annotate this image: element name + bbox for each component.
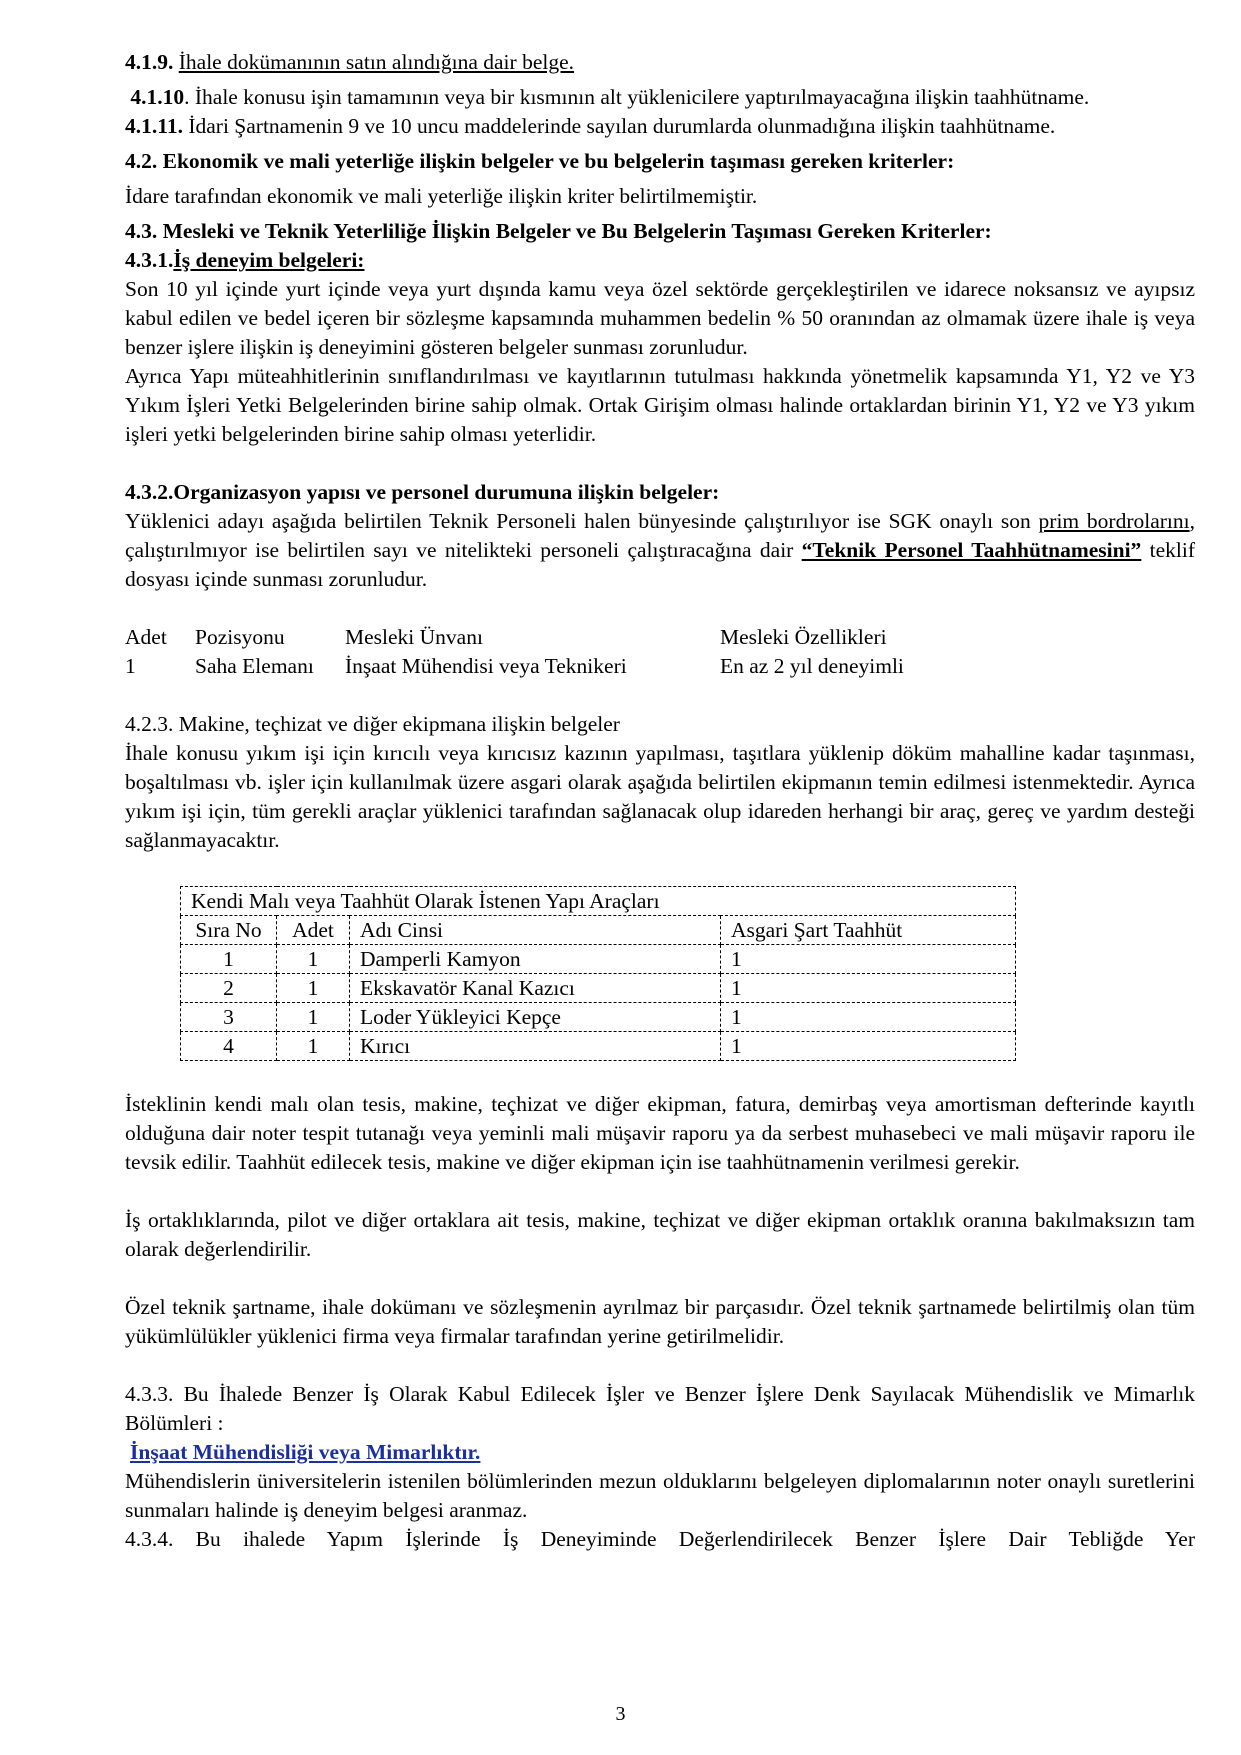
cell: En az 2 yıl deneyimli xyxy=(720,654,904,678)
document-page xyxy=(125,48,1195,1554)
section-4-2-3-heading: 4.2.3. Makine, teçhizat ve diğer ekipmana ilişkin belgeler xyxy=(125,712,620,736)
item-4-1-11 xyxy=(125,112,1195,141)
header-cell: Adet xyxy=(277,916,350,945)
header-cell: Adet xyxy=(125,625,167,649)
item-number: 4.1.10 xyxy=(130,85,185,109)
cell: 1 xyxy=(181,945,277,974)
section-4-3-3-text: 4.3.3. Bu İhalede Benzer İş Olarak Kabul Edilecek İşler ve Benzer İşlere Denk Sayılacak Mühendislik ve Mimarlık Bölümleri : xyxy=(125,1382,1195,1435)
item-text: . İhale konusu işin tamamının veya bir kısmının alt yüklenicilere yaptırılmayacağına ilişkin taahhütname. xyxy=(184,85,1090,109)
item-number: 4.1.9. xyxy=(125,50,174,74)
equipment-header-row xyxy=(181,916,1016,945)
section-4-2-3-text: İhale konusu yıkım işi için kırıcılı veya kırıcısız kazının yapılması, taşıtlara yüklenip döküm mahalline kadar taşınması, boşaltılması vb. işler için kullanılmak üzere asgari olarak aşağıda belirtilen ekipmanın temin edilmesi istenmektedir. Ayrıca yıkım işi için, tüm gerekli araçlar yüklenici tarafından sağlanacak olup idareden herhangi bir araç, gereç ve yardım desteği sağlanmayacaktır. xyxy=(125,741,1195,852)
cell: Ekskavatör Kanal Kazıcı xyxy=(350,974,721,1003)
header-cell: Mesleki Ünvanı xyxy=(345,625,483,649)
cell: 1 xyxy=(277,1003,350,1032)
section-4-3-4-text: 4.3.4. Bu ihalede Yapım İşlerinde İş Deneyiminde Değerlendirilecek Benzer İşlere Dair Tebliğde Yer xyxy=(125,1527,1195,1551)
section-4-3-1-paragraph-2: Ayrıca Yapı müteahhitlerinin sınıflandırılması ve kayıtlarının tutulması hakkında yönetmelik kapsamında Y1, Y2 ve Y3 Yıkım İşleri Yetki Belgelerinden birine sahip olmak. Ortak Girişim olması halinde ortaklardan birinin Y1, Y2 ve Y3 yıkım işleri yetki belgelerinden birine sahip olması yeterlidir. xyxy=(125,364,1195,446)
equipment-title-row xyxy=(181,887,1016,916)
cell: 1 xyxy=(721,945,1016,974)
cell: 1 xyxy=(277,945,350,974)
equipment-row xyxy=(181,945,1016,974)
cell: 3 xyxy=(181,1003,277,1032)
cell: Kırıcı xyxy=(350,1032,721,1061)
paragraph-specification: Özel teknik şartname, ihale dokümanı ve sözleşmenin ayrılmaz bir parçasıdır. Özel teknik şartnamede belirtilmiş olan tüm yükümlülükler yüklenici firma veya firmalar tarafından yerine getirilmelidir. xyxy=(125,1295,1195,1348)
cell: Damperli Kamyon xyxy=(350,945,721,974)
personnel-row xyxy=(125,652,904,681)
cell: 1 xyxy=(721,974,1016,1003)
cell: 1 xyxy=(277,1032,350,1061)
section-4-3-2-heading: 4.3.2.Organizasyon yapısı ve personel durumuna ilişkin belgeler: xyxy=(125,480,720,504)
cell: 1 xyxy=(721,1003,1016,1032)
cell: 4 xyxy=(181,1032,277,1061)
section-4-3-1-paragraph-1: Son 10 yıl içinde yurt içinde veya yurt dışında kamu veya özel sektörde gerçekleştirilen ve idarece noksansız ve ayıpsız kabul edilen ve bedel içeren bir sözleşme kapsamında muhammen bedelin % 50 oranından az olmamak üzere ihale iş veya benzer işlere ilişkin iş deneyimini gösteren belgeler sunması zorunludur. xyxy=(125,277,1195,359)
header-cell: Pozisyonu xyxy=(195,625,285,649)
header-cell: Asgari Şart Taahhüt xyxy=(721,916,1016,945)
equipment-row xyxy=(181,1032,1016,1061)
cell: 2 xyxy=(181,974,277,1003)
section-4-3-3-after: Mühendislerin üniversitelerin istenilen bölümlerinden mezun olduklarını belgeleyen diplomalarının noter onaylı suretlerini sunmaları halinde iş deneyim belgesi aranmaz. xyxy=(125,1469,1195,1522)
cell: 1 xyxy=(721,1032,1016,1061)
similar-work-link[interactable]: İnşaat Mühendisliği veya Mimarlıktır. xyxy=(130,1440,481,1464)
item-number: 4.1.11. xyxy=(125,114,183,138)
equipment-table-title: Kendi Malı veya Taahhüt Olarak İstenen Yapı Araçları xyxy=(181,887,1016,916)
equipment-row xyxy=(181,974,1016,1003)
item-text: İdari Şartnamenin 9 ve 10 uncu maddelerinde sayılan durumlarda olunmadığına ilişkin taahhütname. xyxy=(182,114,1056,138)
cell: Saha Elemanı xyxy=(195,654,314,678)
item-4-1-9 xyxy=(125,48,1195,77)
cell: 1 xyxy=(277,974,350,1003)
page-number: 3 xyxy=(615,1703,626,1725)
paragraph-joint-venture: İş ortaklıklarında, pilot ve diğer ortaklara ait tesis, makine, teçhizat ve diğer ekipman ortaklık oranına bakılmaksızın tam olarak değerlendirilir. xyxy=(125,1208,1195,1261)
section-4-2-heading: 4.2. Ekonomik ve mali yeterliğe ilişkin belgeler ve bu belgelerin taşıması gereken kriterler: xyxy=(125,149,955,173)
section-4-2-text: İdare tarafından ekonomik ve mali yeterliğe ilişkin kriter belirtilmemiştir. xyxy=(125,184,758,208)
header-cell: Sıra No xyxy=(181,916,277,945)
equipment-table xyxy=(180,886,1016,1061)
header-cell: Mesleki Özellikleri xyxy=(720,625,887,649)
section-4-3-heading: 4.3. Mesleki ve Teknik Yeterliliğe İlişkin Belgeler ve Bu Belgelerin Taşıması Gereken Kriterler: xyxy=(125,219,992,243)
personnel-table xyxy=(125,623,904,681)
cell: Loder Yükleyici Kepçe xyxy=(350,1003,721,1032)
cell: 1 xyxy=(125,654,136,678)
cell: İnşaat Mühendisi veya Teknikeri xyxy=(345,654,627,678)
section-4-3-1-heading: 4.3.1.İş deneyim belgeleri: xyxy=(125,248,365,272)
personnel-header-row xyxy=(125,623,904,652)
header-cell: Adı Cinsi xyxy=(350,916,721,945)
equipment-row xyxy=(181,1003,1016,1032)
section-4-3-3-link-line xyxy=(125,1438,1195,1467)
paragraph-ownership: İsteklinin kendi malı olan tesis, makine, teçhizat ve diğer ekipman, fatura, demirbaş veya amortisman defterinde kayıtlı olduğuna dair noter tespit tutanağı veya yeminli mali müşavir raporu ya da serbest muhasebeci ve mali müşavir raporu ile tevsik edilir. Taahhüt edilecek tesis, makine ve diğer ekipman için ise taahhütnamenin verilmesi gerekir. xyxy=(125,1092,1195,1174)
section-4-3-2-text: Yüklenici adayı aşağıda belirtilen Teknik Personeli halen bünyesinde çalıştırılıyor ise SGK onaylı son prim bordrolarını, çalıştırılmıyor ise belirtilen sayı ve nitelikteki personeli çalıştıracağına dair “Teknik Personel Taahhütnamesini” teklif dosyası içinde sunması zorunludur. xyxy=(125,509,1195,591)
item-text: İhale dokümanının satın alındığına dair belge. xyxy=(178,50,575,74)
item-4-1-10 xyxy=(125,83,1195,112)
